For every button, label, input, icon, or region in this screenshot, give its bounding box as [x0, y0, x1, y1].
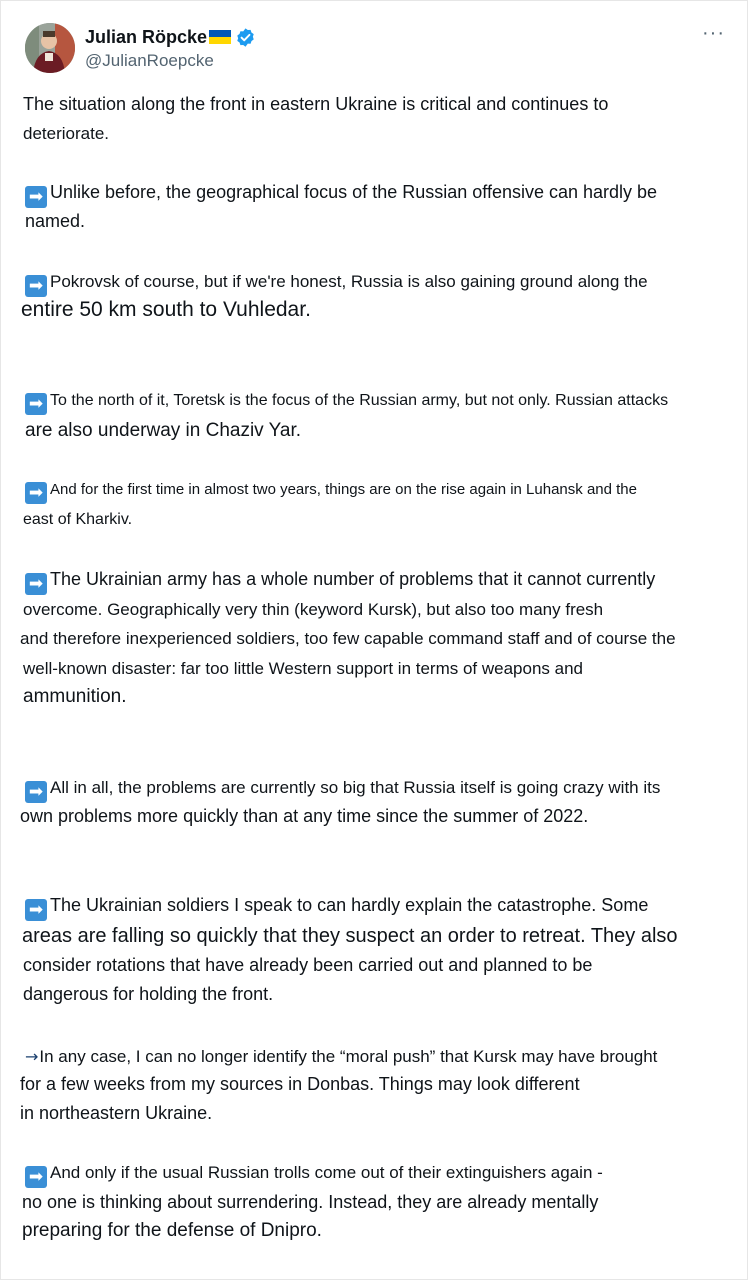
avatar[interactable]: [25, 23, 75, 73]
right-arrow-icon: ➡: [25, 899, 47, 921]
ukraine-flag-icon: [209, 30, 231, 44]
post-line-text: And only if the usual Russian trolls come out of their extinguishers again -: [50, 1163, 603, 1182]
post-line: [25, 1047, 657, 1067]
verified-badge-icon: [235, 27, 256, 48]
right-arrow-icon: ➡: [25, 186, 47, 208]
post-line: preparing for the defense of Dnipro.: [22, 1220, 322, 1241]
post-line: and therefore inexperienced soldiers, too few capable command staff and of course the: [20, 629, 676, 648]
author-names: [85, 25, 256, 71]
post-line: are also underway in Chaziv Yar.: [25, 420, 302, 441]
author-handle[interactable]: @JulianRoepcke: [85, 51, 214, 70]
post-line: in northeastern Ukraine.: [20, 1103, 213, 1123]
post-line: ammunition.: [23, 686, 127, 707]
post-line: [25, 182, 657, 208]
post-line: consider rotations that have already been carried out and planned to be: [23, 955, 593, 975]
post-line: no one is thinking about surrendering. Instead, they are already mentally: [22, 1192, 599, 1212]
post-line: areas are falling so quickly that they suspect an order to retreat. They also: [22, 925, 678, 947]
post-line: own problems more quickly than at any time since the summer of 2022.: [20, 806, 589, 826]
right-arrow-icon: ➡: [25, 573, 47, 595]
post-line: [25, 895, 648, 921]
post-line: deteriorate.: [23, 124, 109, 143]
post-line: [25, 481, 637, 504]
post-line: [25, 392, 668, 415]
display-name[interactable]: Julian Röpcke: [85, 26, 208, 47]
post-line-text: The Ukrainian soldiers I speak to can hardly explain the catastrophe. Some: [50, 895, 649, 915]
display-name-row: [85, 25, 256, 49]
right-arrow-icon: ➡: [25, 1166, 47, 1188]
right-arrow-icon: ➡: [25, 275, 47, 297]
post-line: entire 50 km south to Vuhledar.: [21, 298, 311, 321]
post-line: [25, 272, 648, 297]
post-line-text: The Ukrainian army has a whole number of problems that it cannot currently: [50, 569, 656, 589]
post-line-text: In any case, I can no longer identify the “moral push” that Kursk may have brought: [39, 1047, 658, 1066]
right-arrow-icon: →: [25, 1047, 39, 1066]
post-line: [25, 778, 660, 803]
post-line-text: Unlike before, the geographical focus of the Russian offensive can hardly be: [50, 182, 658, 202]
right-arrow-icon: ➡: [25, 482, 47, 504]
post-line-text: Pokrovsk of course, but if we're honest, Russia is also gaining ground along the: [50, 272, 648, 291]
post-line: named.: [25, 211, 86, 231]
post-line: overcome. Geographically very thin (keyword Kursk), but also too many fresh: [23, 600, 604, 619]
more-options-icon[interactable]: ···: [702, 22, 725, 44]
right-arrow-icon: ➡: [25, 393, 47, 415]
post-header: [25, 23, 256, 73]
post-line-text: All in all, the problems are currently so big that Russia itself is going crazy with its: [50, 778, 661, 797]
post-line: The situation along the front in eastern Ukraine is critical and continues to: [23, 94, 609, 114]
post-line: dangerous for holding the front.: [23, 984, 274, 1004]
post-line: [25, 1163, 603, 1188]
post-line-text: And for the first time in almost two years, things are on the rise again in Luhansk and the: [50, 481, 637, 498]
post-line: east of Kharkiv.: [23, 511, 133, 528]
post-line-text: To the north of it, Toretsk is the focus of the Russian army, but not only. Russian attacks: [50, 392, 669, 409]
post-line: well-known disaster: far too little Western support in terms of weapons and: [23, 659, 584, 678]
avatar-photo-icon: [25, 23, 75, 73]
post-line: [25, 569, 655, 595]
right-arrow-icon: ➡: [25, 781, 47, 803]
post-line: for a few weeks from my sources in Donbas. Things may look different: [20, 1074, 580, 1094]
